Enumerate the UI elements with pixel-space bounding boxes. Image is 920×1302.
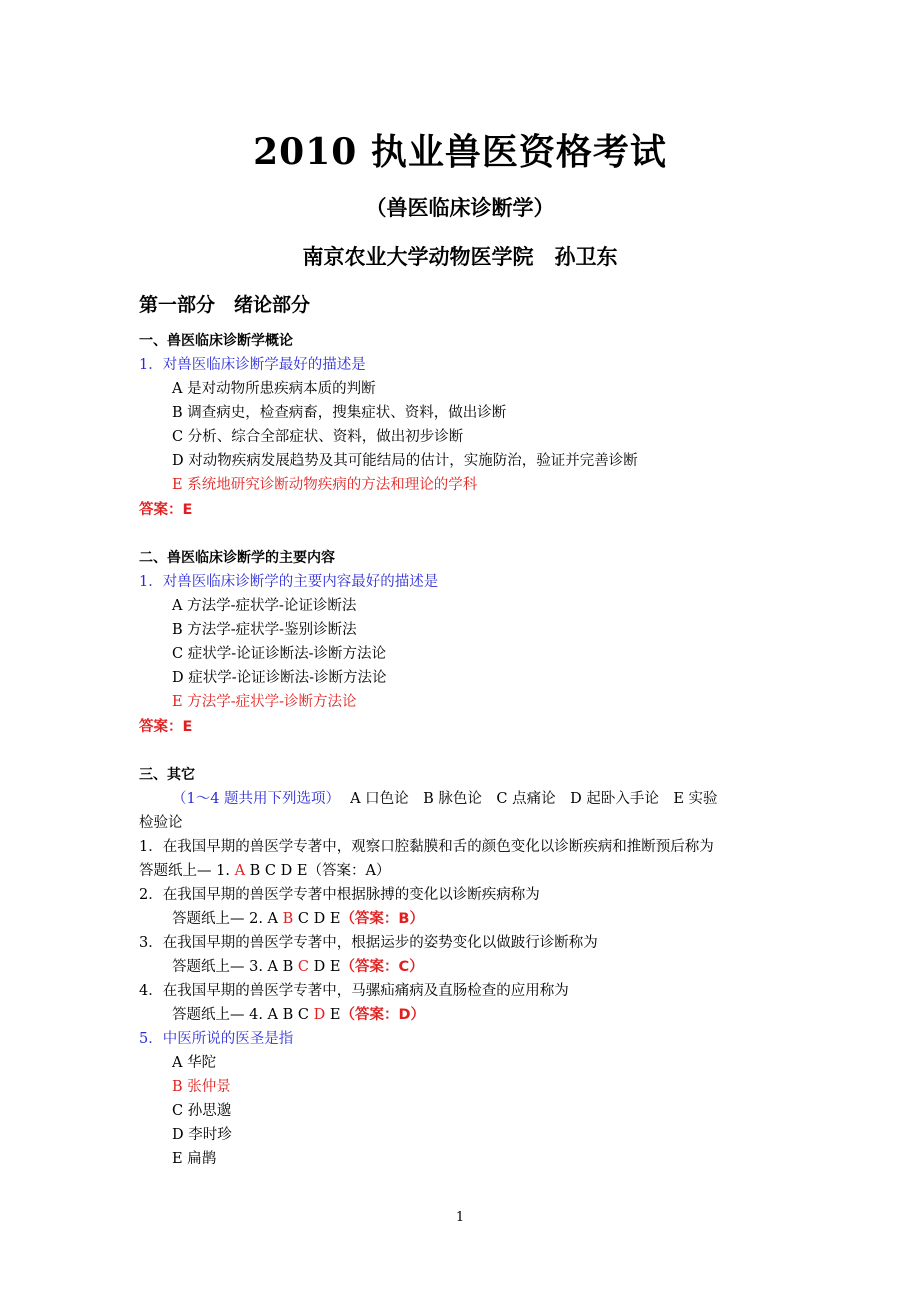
answer-sheet-text: 答题纸上— 1.	[139, 863, 235, 879]
part-heading: 第一部分 绪论部分	[139, 294, 311, 316]
selected-choice: C	[297, 959, 310, 975]
option-c: C 分析、综合全部症状、资料，做出初步诊断	[172, 429, 464, 445]
section-3-question-4: 4．在我国早期的兽医学专著中，马骡疝痛病及直肠检查的应用称为	[139, 983, 569, 999]
page-number: 1	[455, 1210, 465, 1225]
section-2-question-1: 1．对兽医临床诊断学的主要内容最好的描述是	[139, 574, 439, 590]
shared-options-line	[172, 789, 718, 809]
section-1-question-1: 1．对兽医临床诊断学最好的描述是	[139, 357, 366, 373]
option-e-correct: E 方法学-症状学-诊断方法论	[172, 694, 357, 710]
section-3-question-5: 5．中医所说的医圣是指	[139, 1031, 294, 1047]
section-1-answer: 答案：E	[139, 502, 193, 518]
option-d: D 症状学-论证诊断法-诊断方法论	[172, 670, 387, 686]
answer-sheet-1	[139, 861, 390, 881]
option-a: A 方法学-症状学-论证诊断法	[172, 598, 357, 614]
option-d: D 对动物疾病发展趋势及其可能结局的估计，实施防治，验证并完善诊断	[172, 453, 638, 469]
section-2-heading: 二、兽医临床诊断学的主要内容	[139, 550, 335, 566]
answer-sheet-2	[172, 909, 424, 929]
option-c: C 孙思邈	[172, 1103, 232, 1119]
option-b-correct: B 张仲景	[172, 1079, 231, 1095]
selected-choice: A	[234, 863, 246, 879]
option-e-correct: E 系统地研究诊断动物疾病的方法和理论的学科	[172, 477, 478, 493]
document-subtitle: （兽医临床诊断学）	[365, 196, 555, 220]
answer-label: （答案：C）	[340, 959, 424, 975]
answer-label: （答案：B）	[340, 911, 424, 927]
answer-sheet-text: C D E	[293, 911, 341, 927]
answer-sheet-text: 答题纸上— 2. A	[172, 911, 283, 927]
selected-choice: D	[313, 1007, 326, 1023]
option-a: A 华陀	[172, 1055, 217, 1071]
selected-choice: B	[282, 911, 294, 927]
shared-options-continuation: 检验论	[139, 815, 183, 831]
option-c: C 症状学-论证诊断法-诊断方法论	[172, 646, 387, 662]
answer-sheet-text: D E	[309, 959, 341, 975]
option-b: B 调查病史，检查病畜，搜集症状、资料，做出诊断	[172, 405, 507, 421]
option-e: E 扁鹊	[172, 1151, 217, 1167]
answer-sheet-3	[172, 957, 424, 977]
answer-sheet-4	[172, 1005, 425, 1025]
section-3-question-2: 2．在我国早期的兽医学专著中根据脉搏的变化以诊断疾病称为	[139, 887, 540, 903]
answer-label: （答案：D）	[340, 1007, 425, 1023]
section-1-heading: 一、兽医临床诊断学概论	[139, 333, 293, 349]
section-2-answer: 答案：E	[139, 719, 193, 735]
answer-sheet-text: 答题纸上— 4. A B C	[172, 1007, 314, 1023]
option-b: B 方法学-症状学-鉴别诊断法	[172, 622, 357, 638]
option-d: D 李时珍	[172, 1127, 232, 1143]
shared-options: A 口色论 B 脉色论 C 点痛论 D 起卧入手论 E 实验	[350, 791, 718, 807]
answer-sheet-text: 答题纸上— 3. A B	[172, 959, 298, 975]
option-a: A 是对动物所患疾病本质的判断	[172, 381, 376, 397]
answer-sheet-text: B C D E（答案：A）	[245, 863, 391, 879]
document-title: 2010 执业兽医资格考试	[253, 131, 667, 173]
section-3-question-3: 3．在我国早期的兽医学专著中，根据运步的姿势变化以做跛行诊断称为	[139, 935, 598, 951]
shared-options-prefix: （1～4 题共用下列选项）	[172, 791, 341, 807]
section-3-question-1: 1．在我国早期的兽医学专著中，观察口腔黏膜和舌的颜色变化以诊断疾病和推断预后称为	[139, 839, 714, 855]
answer-sheet-text: E	[325, 1007, 341, 1023]
section-3-heading: 三、其它	[139, 767, 195, 783]
document-author: 南京农业大学动物医学院 孙卫东	[302, 245, 618, 269]
